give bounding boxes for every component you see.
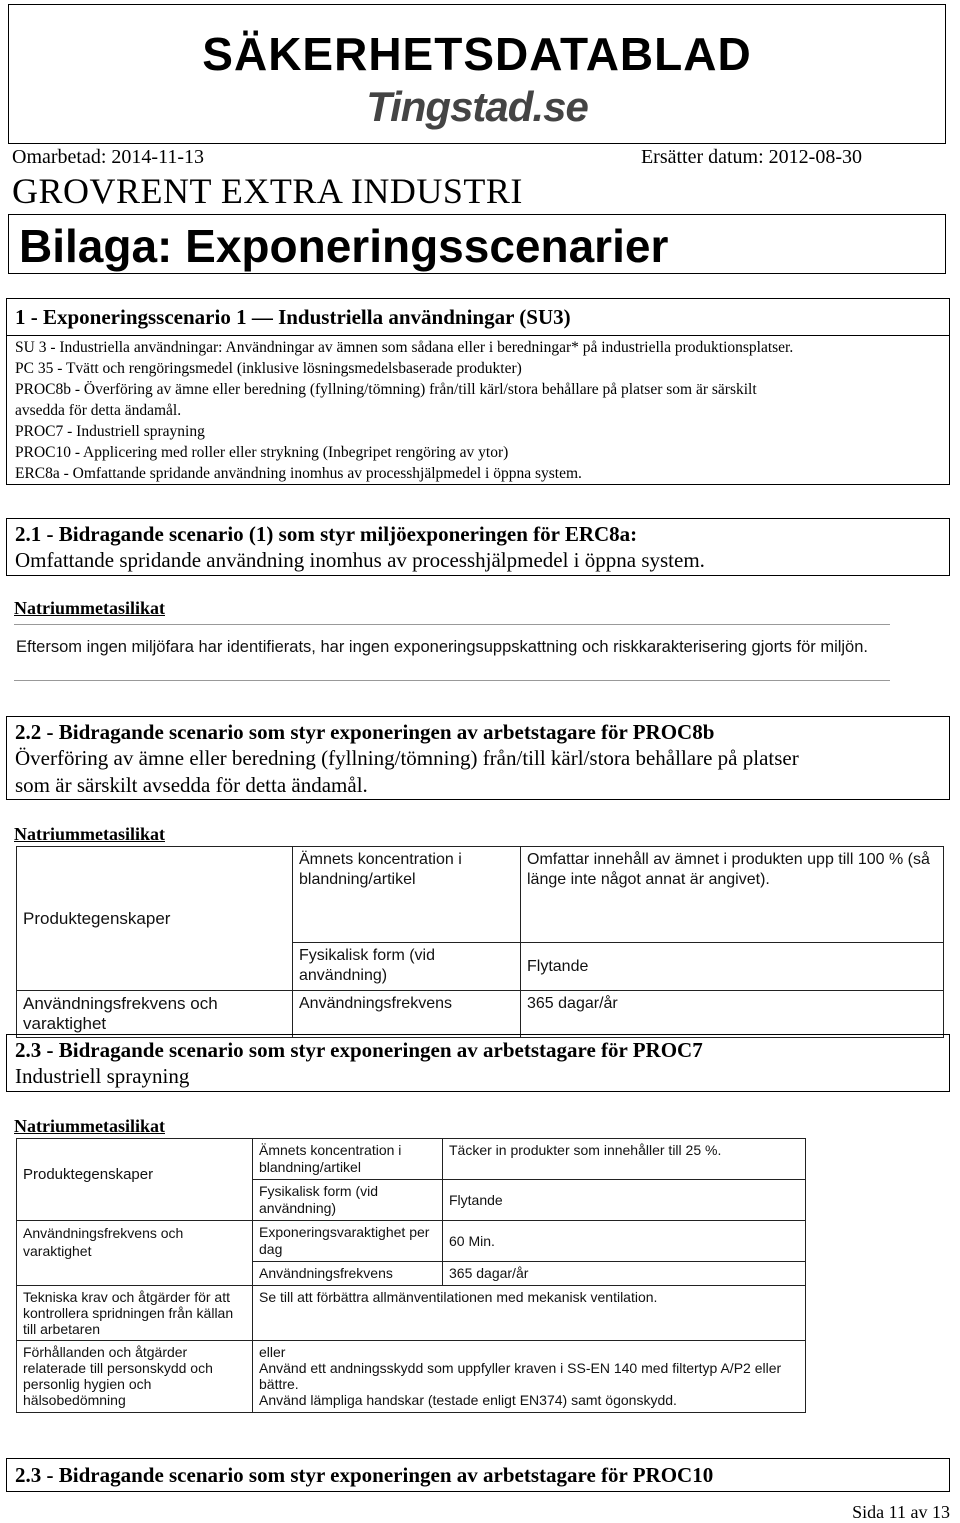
concentration-value: Omfattar innehåll av ämnet i produkten upp till 100 % (så länge inte något annat är angivet). bbox=[521, 847, 944, 943]
concentration-value: Täcker in produkter som innehåller till 25 %. bbox=[443, 1139, 806, 1180]
frequency-label: Användningsfrekvens bbox=[253, 1262, 443, 1286]
section1-heading-box bbox=[6, 298, 950, 336]
personal-protection-respiratory: Använd ett andningsskydd som uppfyller kraven i SS-EN 140 med filtertyp A/P2 eller bättre. bbox=[259, 1360, 782, 1392]
frequency-value: 365 dagar/år bbox=[521, 991, 944, 1038]
substance-label: Natriummetasilikat bbox=[14, 824, 165, 844]
scenario-2-2-text: som är särskilt avsedda för detta ändamål. bbox=[15, 773, 368, 797]
personal-protection-or: eller bbox=[259, 1344, 286, 1360]
frequency-value: 365 dagar/år bbox=[443, 1262, 806, 1286]
duration-label: Exponeringsvaraktighet per dag bbox=[253, 1221, 443, 1262]
divider bbox=[14, 680, 890, 681]
scenario-2-3-title: 2.3 - Bidragande scenario som styr exponeringen av arbetstagare för PROC7 bbox=[15, 1038, 703, 1062]
scenario-2-2-title: 2.2 - Bidragande scenario som styr exponeringen av arbetstagare för PROC8b bbox=[15, 720, 715, 744]
environment-note: Eftersom ingen miljöfara har identifierats, har ingen exponeringsuppskattning och riskkarakterisering gjorts för miljön. bbox=[16, 638, 868, 656]
scenario-2-1-box bbox=[6, 518, 950, 576]
product-properties-label: Produktegenskaper bbox=[17, 1139, 253, 1221]
personal-protection-gloves: Använd lämpliga handskar (testade enligt EN374) samt ögonskydd. bbox=[259, 1392, 677, 1408]
frequency-heading: Användningsfrekvens och varaktighet bbox=[17, 1221, 253, 1286]
document-header bbox=[8, 4, 946, 144]
scenario-2-2-text: Överföring av ämne eller beredning (fyllning/tömning) från/till kärl/stora behållare på platser bbox=[15, 746, 799, 770]
physical-form-label: Fysikalisk form (vid användning) bbox=[293, 943, 521, 991]
section1-line: PROC7 - Industriell sprayning bbox=[15, 423, 205, 440]
scenario-2-1-title: 2.1 - Bidragande scenario (1) som styr miljöexponeringen för ERC8a: bbox=[15, 522, 638, 546]
physical-form-label: Fysikalisk form (vid användning) bbox=[253, 1180, 443, 1221]
proc8b-table bbox=[16, 846, 944, 1038]
substance-label: Natriummetasilikat bbox=[14, 598, 165, 618]
section1-body bbox=[6, 335, 950, 485]
substance-label: Natriummetasilikat bbox=[14, 1116, 165, 1136]
section1-line: PC 35 - Tvätt och rengöringsmedel (inklusive lösningsmedelsbaserade produkter) bbox=[15, 360, 522, 377]
scenario-2-3-text: Industriell sprayning bbox=[15, 1064, 190, 1088]
physical-form-value: Flytande bbox=[521, 943, 944, 991]
scenario-2-4-title: 2.3 - Bidragande scenario som styr exponeringen av arbetstagare för PROC10 bbox=[15, 1463, 714, 1487]
section1-line: SU 3 - Industriella användningar: Användningar av ämnen som sådana eller i beredningar* på industriella produktionsplatser. bbox=[15, 339, 794, 356]
replaces-date: Ersätter datum: 2012-08-30 bbox=[640, 146, 862, 168]
revised-date: Omarbetad: 2014-11-13 bbox=[12, 146, 204, 168]
document-title: SÄKERHETSDATABLAD bbox=[202, 28, 752, 80]
personal-protection-value bbox=[253, 1341, 806, 1413]
section1-title: 1 - Exponeringsscenario 1 — Industriella användningar (SU3) bbox=[15, 305, 571, 329]
product-name: GROVRENT EXTRA INDUSTRI bbox=[12, 171, 523, 211]
annex-heading: Bilaga: Exponeringsscenarier bbox=[19, 220, 669, 272]
section1-line: avsedda för detta ändamål. bbox=[15, 402, 182, 419]
scenario-2-1-text: Omfattande spridande användning inomhus av processhjälpmedel i öppna system. bbox=[15, 548, 705, 572]
personal-protection-label: Förhållanden och åtgärder relaterade till personskydd och personlig hygien och hälsobedömning bbox=[17, 1341, 253, 1413]
frequency-label: Användningsfrekvens bbox=[293, 991, 521, 1038]
physical-form-value: Flytande bbox=[443, 1180, 806, 1221]
concentration-label: Ämnets koncentration i blandning/artikel bbox=[293, 847, 521, 943]
proc7-table bbox=[16, 1138, 806, 1413]
duration-value: 60 Min. bbox=[443, 1221, 806, 1262]
section1-line: PROC8b - Överföring av ämne eller beredning (fyllning/tömning) från/till kärl/stora behållare på platser som är särskilt bbox=[15, 381, 757, 398]
technical-measures-value: Se till att förbättra allmänventilationen med mekanisk ventilation. bbox=[253, 1286, 806, 1341]
section1-line: PROC10 - Applicering med roller eller strykning (Inbegripet rengöring av ytor) bbox=[15, 444, 509, 461]
scenario-2-4-box bbox=[6, 1458, 950, 1492]
technical-measures-label: Tekniska krav och åtgärder för att kontrollera spridningen från källan till arbetaren bbox=[17, 1286, 253, 1341]
brand-logo: Tingstad.se bbox=[366, 83, 588, 130]
divider bbox=[14, 624, 890, 625]
section1-line: ERC8a - Omfattande spridande användning inomhus av processhjälpmedel i öppna system. bbox=[15, 465, 582, 482]
scenario-2-2-box bbox=[6, 716, 950, 800]
page-number: Sida 11 av 13 bbox=[852, 1502, 950, 1522]
product-properties-label: Produktegenskaper bbox=[17, 847, 293, 991]
scenario-2-3-box bbox=[6, 1034, 950, 1092]
concentration-label: Ämnets koncentration i blandning/artikel bbox=[253, 1139, 443, 1180]
frequency-heading: Användningsfrekvens och varaktighet bbox=[17, 991, 293, 1038]
annex-heading-box bbox=[8, 214, 946, 274]
